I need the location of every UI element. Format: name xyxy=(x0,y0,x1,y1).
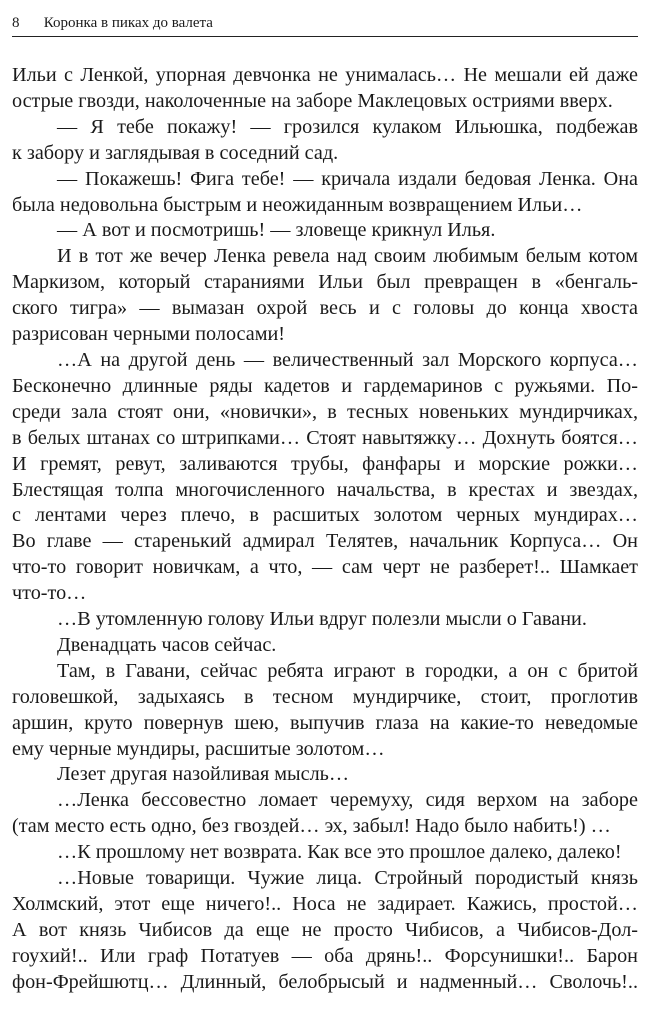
page-number: 8 xyxy=(12,15,20,31)
text-line: головешкой, задыхаясь в тесном мундирчике, стоит, проглотив xyxy=(12,685,638,708)
text-line: Бесконечно длинные ряды кадетов и гардемаринов с ружьями. По- xyxy=(12,374,638,397)
text-line: И гремят, ревут, заливаются трубы, фанфары и морские рожки… xyxy=(12,452,638,475)
text-line: — А вот и посмотришь! — зловеще крикнул Илья. xyxy=(57,219,496,242)
text-line: Во главе — старенький адмирал Телятев, начальник Корпуса… Он xyxy=(12,530,638,553)
text-line: что-то… xyxy=(12,582,87,605)
text-line: Холмский, этот еще ничего!.. Носа не задирает. Кажись, простой… xyxy=(12,893,638,915)
text-line: была недовольна быстрым и неожиданным возвращением Ильи… xyxy=(12,193,583,216)
header-rule xyxy=(12,36,638,37)
text-line: …В утомленную голову Ильи вдруг полезли мысли о Гавани. xyxy=(57,608,587,631)
text-line: гоухий!.. Или граф Потатуев — оба дрянь!.. Форсунишки!.. Барон xyxy=(12,944,638,967)
text-line: Маркизом, который стараниями Ильи был превращен в «бенгаль- xyxy=(12,271,638,294)
text-line: Там, в Гавани, сейчас ребята играют в городки, а он с бритой xyxy=(57,659,638,682)
text-line: Двенадцать часов сейчас. xyxy=(57,633,277,656)
text-line: что-то говорит новичкам, а что, — сам черт не разберет!.. Шамкает xyxy=(12,556,638,579)
text-line: И в тот же вечер Ленка ревела над своим любимым белым котом xyxy=(57,245,638,268)
text-line: среди зала стоят они, «новички», в тесных новеньких мундирчиках, xyxy=(12,400,638,423)
text-line: …К прошлому нет возврата. Как все это прошлое далеко, далеко! xyxy=(57,841,622,864)
text-line: разрисован черными полосами! xyxy=(12,323,286,346)
text-line: …Ленка бессовестно ломает черемуху, сидя верхом на заборе xyxy=(57,789,638,812)
text-line: ского тигра» — вымазан охрой весь и с головы до конца хвоста xyxy=(12,297,638,320)
text-line: фон-Фрейшютц… Длинный, белобрысый и надменный… Сволочь!.. xyxy=(12,970,638,993)
text-line: (там место есть одно, без гвоздей… эх, забыл! Надо было набить!) … xyxy=(12,815,611,838)
text-line: Лезет другая назойливая мысль… xyxy=(57,763,350,786)
text-line: …А на другой день — величественный зал Морского корпуса… xyxy=(57,348,638,371)
text-line: Блестящая толпа многочисленного начальства, в крестах и звездах, xyxy=(12,478,638,501)
text-line: …Новые товарищи. Чужие лица. Стройный породистый князь xyxy=(57,867,638,890)
body-text xyxy=(12,63,638,996)
running-title: Коронка в пиках до валета xyxy=(43,15,213,31)
text-line: — Покажешь! Фига тебе! — кричала издали бедовая Ленка. Она xyxy=(57,167,638,190)
text-line: к забору и заглядывая в соседний сад. xyxy=(12,141,339,164)
text-line: А вот князь Чибисов да еще не просто Чибисов, а Чибисов-Дол- xyxy=(12,918,638,941)
text-line: с лентами через плечо, в расшитых золотом черных мундирах… xyxy=(12,504,638,527)
text-line: аршин, круто повернув шею, выпучив глаза на какие-то неведомые xyxy=(12,711,638,734)
text-line: острые гвозди, наколоченные на заборе Маклецовых остриями вверх. xyxy=(12,89,613,112)
text-line: Ильи с Ленкой, упорная девчонка не унималась… Не мешали ей даже xyxy=(12,64,638,86)
text-line: — Я тебе покажу! — грозился кулаком Ильюшка, подбежав xyxy=(57,115,638,138)
text-line: ему черные мундиры, расшитые золотом… xyxy=(12,737,385,760)
text-line: в белых штанах со штрипками… Стоят навытяжку… Дохнуть боятся… xyxy=(12,426,638,449)
running-header xyxy=(12,12,636,38)
